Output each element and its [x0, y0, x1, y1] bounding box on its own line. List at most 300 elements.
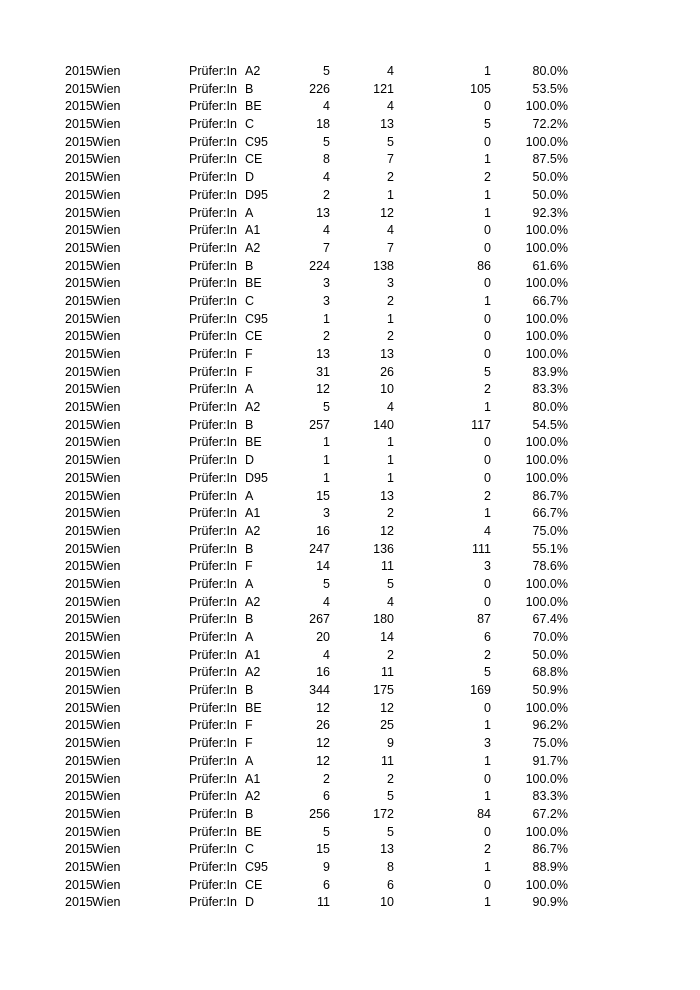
city-cell: Wien: [92, 576, 121, 591]
city-cell: Wien: [92, 594, 121, 609]
role-cell: Prüfer:In: [189, 806, 237, 821]
failed-cell: 0: [484, 771, 491, 786]
pass-rate-cell: 100.0%: [525, 329, 568, 344]
role-cell: Prüfer:In: [189, 859, 237, 874]
table-row: [0, 505, 700, 523]
failed-cell: 0: [484, 435, 491, 450]
role-cell: Prüfer:In: [189, 576, 237, 591]
year-cell: 2015: [65, 134, 93, 149]
passed-cell: 5: [387, 789, 394, 804]
pass-rate-cell: 86.7%: [532, 488, 568, 503]
table-row: [0, 381, 700, 399]
role-cell: Prüfer:In: [189, 364, 237, 379]
role-cell: Prüfer:In: [189, 895, 237, 910]
license-class-cell: BE: [245, 435, 262, 450]
total-cell: 3: [323, 506, 330, 521]
total-cell: 7: [323, 240, 330, 255]
license-class-cell: A2: [245, 594, 261, 609]
license-class-cell: C95: [245, 311, 268, 326]
failed-cell: 6: [484, 630, 491, 644]
year-cell: 2015: [65, 205, 93, 220]
failed-cell: 84: [477, 806, 491, 821]
city-cell: Wien: [92, 81, 121, 96]
pass-rate-cell: 80.0%: [532, 64, 568, 78]
license-class-cell: CE: [245, 329, 263, 344]
license-class-cell: B: [245, 81, 254, 96]
table-row: [0, 894, 700, 912]
total-cell: 5: [323, 824, 330, 839]
failed-cell: 1: [484, 187, 491, 202]
total-cell: 5: [323, 134, 330, 149]
role-cell: Prüfer:In: [189, 134, 237, 149]
license-class-cell: A2: [245, 240, 261, 255]
role-cell: Prüfer:In: [189, 435, 237, 450]
pass-rate-cell: 78.6%: [532, 559, 568, 574]
license-class-cell: BE: [245, 700, 262, 715]
pass-rate-cell: 100.0%: [525, 576, 568, 591]
city-cell: Wien: [92, 223, 121, 238]
city-cell: Wien: [92, 877, 121, 892]
pass-rate-cell: 72.2%: [532, 117, 568, 132]
role-cell: Prüfer:In: [189, 877, 237, 892]
table-row: [0, 824, 700, 842]
table-row: [0, 717, 700, 735]
city-cell: Wien: [92, 700, 121, 715]
pass-rate-cell: 96.2%: [532, 718, 568, 733]
failed-cell: 169: [470, 683, 491, 698]
passed-cell: 7: [387, 240, 394, 255]
pass-rate-cell: 100.0%: [525, 276, 568, 291]
failed-cell: 0: [484, 576, 491, 591]
role-cell: Prüfer:In: [189, 170, 237, 185]
city-cell: Wien: [92, 506, 121, 521]
passed-cell: 5: [387, 824, 394, 839]
role-cell: Prüfer:In: [189, 258, 237, 273]
failed-cell: 0: [484, 470, 491, 485]
pass-rate-cell: 100.0%: [525, 99, 568, 114]
failed-cell: 87: [477, 612, 491, 627]
passed-cell: 8: [387, 859, 394, 874]
year-cell: 2015: [65, 806, 93, 821]
passed-cell: 1: [387, 453, 394, 468]
license-class-cell: D: [245, 170, 255, 185]
license-class-cell: B: [245, 683, 254, 698]
year-cell: 2015: [65, 771, 93, 786]
city-cell: Wien: [92, 400, 121, 415]
city-cell: Wien: [92, 417, 121, 432]
passed-cell: 121: [373, 81, 394, 96]
role-cell: Prüfer:In: [189, 647, 237, 662]
total-cell: 3: [323, 276, 330, 291]
year-cell: 2015: [65, 293, 93, 308]
license-class-cell: F: [245, 736, 253, 751]
passed-cell: 2: [387, 771, 394, 786]
passed-cell: 4: [387, 594, 394, 609]
license-class-cell: BE: [245, 99, 262, 114]
city-cell: Wien: [92, 753, 121, 768]
total-cell: 8: [323, 152, 330, 167]
year-cell: 2015: [65, 824, 93, 839]
year-cell: 2015: [65, 258, 93, 273]
passed-cell: 5: [387, 134, 394, 149]
passed-cell: 13: [380, 117, 394, 132]
city-cell: Wien: [92, 718, 121, 733]
failed-cell: 3: [484, 736, 491, 751]
pass-rate-cell: 87.5%: [532, 152, 568, 167]
role-cell: Prüfer:In: [189, 665, 237, 680]
passed-cell: 1: [387, 187, 394, 202]
role-cell: Prüfer:In: [189, 506, 237, 521]
role-cell: Prüfer:In: [189, 240, 237, 255]
pass-rate-cell: 50.9%: [532, 683, 568, 698]
city-cell: Wien: [92, 453, 121, 468]
table-row: [0, 116, 700, 134]
city-cell: Wien: [92, 736, 121, 751]
failed-cell: 2: [484, 647, 491, 662]
city-cell: Wien: [92, 382, 121, 397]
year-cell: 2015: [65, 736, 93, 751]
role-cell: Prüfer:In: [189, 293, 237, 308]
pass-rate-cell: 83.3%: [532, 382, 568, 397]
failed-cell: 1: [484, 152, 491, 167]
total-cell: 1: [323, 311, 330, 326]
pass-rate-cell: 100.0%: [525, 240, 568, 255]
city-cell: Wien: [92, 647, 121, 662]
year-cell: 2015: [65, 506, 93, 521]
total-cell: 247: [309, 541, 330, 556]
role-cell: Prüfer:In: [189, 842, 237, 857]
role-cell: Prüfer:In: [189, 470, 237, 485]
city-cell: Wien: [92, 187, 121, 202]
table-row: [0, 311, 700, 329]
table-row: [0, 417, 700, 435]
passed-cell: 4: [387, 223, 394, 238]
license-class-cell: BE: [245, 276, 262, 291]
total-cell: 6: [323, 789, 330, 804]
role-cell: Prüfer:In: [189, 594, 237, 609]
role-cell: Prüfer:In: [189, 824, 237, 839]
city-cell: Wien: [92, 240, 121, 255]
license-class-cell: B: [245, 612, 254, 627]
city-cell: Wien: [92, 435, 121, 450]
failed-cell: 1: [484, 205, 491, 220]
pass-rate-cell: 100.0%: [525, 347, 568, 361]
year-cell: 2015: [65, 470, 93, 485]
license-class-cell: F: [245, 364, 253, 379]
role-cell: Prüfer:In: [189, 541, 237, 556]
total-cell: 5: [323, 64, 330, 78]
passed-cell: 12: [380, 700, 394, 715]
license-class-cell: A2: [245, 400, 261, 415]
table-row: [0, 806, 700, 824]
table-row: [0, 700, 700, 718]
year-cell: 2015: [65, 753, 93, 768]
table-row: [0, 558, 700, 576]
failed-cell: 1: [484, 506, 491, 521]
table-row: [0, 258, 700, 276]
license-class-cell: A: [245, 488, 254, 503]
city-cell: Wien: [92, 311, 121, 326]
city-cell: Wien: [92, 541, 121, 556]
table-row: [0, 841, 700, 859]
passed-cell: 7: [387, 152, 394, 167]
license-class-cell: A2: [245, 523, 261, 538]
table-row: [0, 98, 700, 116]
year-cell: 2015: [65, 417, 93, 432]
pass-rate-cell: 83.9%: [532, 364, 568, 379]
passed-cell: 4: [387, 99, 394, 114]
passed-cell: 180: [373, 612, 394, 627]
pass-rate-cell: 100.0%: [525, 594, 568, 609]
table-row: [0, 169, 700, 187]
passed-cell: 11: [381, 665, 394, 680]
table-row: [0, 753, 700, 771]
failed-cell: 1: [484, 64, 491, 78]
license-class-cell: CE: [245, 152, 263, 167]
role-cell: Prüfer:In: [189, 630, 237, 644]
passed-cell: 6: [387, 877, 394, 892]
pass-rate-cell: 86.7%: [532, 842, 568, 857]
failed-cell: 0: [484, 824, 491, 839]
total-cell: 16: [316, 523, 330, 538]
role-cell: Prüfer:In: [189, 117, 237, 132]
year-cell: 2015: [65, 64, 93, 78]
table-row: [0, 364, 700, 382]
license-class-cell: A: [245, 205, 254, 220]
failed-cell: 2: [484, 382, 491, 397]
table-row: [0, 151, 700, 169]
role-cell: Prüfer:In: [189, 753, 237, 768]
license-class-cell: A2: [245, 64, 261, 78]
table-row: [0, 205, 700, 223]
total-cell: 4: [323, 594, 330, 609]
role-cell: Prüfer:In: [189, 700, 237, 715]
license-class-cell: C: [245, 293, 255, 308]
city-cell: Wien: [92, 771, 121, 786]
role-cell: Prüfer:In: [189, 81, 237, 96]
city-cell: Wien: [92, 470, 121, 485]
failed-cell: 2: [484, 842, 491, 857]
year-cell: 2015: [65, 700, 93, 715]
failed-cell: 1: [484, 293, 491, 308]
table-row: [0, 452, 700, 470]
failed-cell: 1: [484, 789, 491, 804]
city-cell: Wien: [92, 859, 121, 874]
table-row: [0, 877, 700, 895]
year-cell: 2015: [65, 400, 93, 415]
failed-cell: 0: [484, 594, 491, 609]
table-row: [0, 81, 700, 99]
failed-cell: 0: [484, 329, 491, 344]
table-row: [0, 240, 700, 258]
year-cell: 2015: [65, 630, 93, 644]
role-cell: Prüfer:In: [189, 417, 237, 432]
table-row: [0, 629, 700, 647]
failed-cell: 1: [484, 753, 491, 768]
total-cell: 9: [323, 859, 330, 874]
total-cell: 2: [323, 771, 330, 786]
passed-cell: 3: [387, 276, 394, 291]
year-cell: 2015: [65, 347, 93, 361]
role-cell: Prüfer:In: [189, 523, 237, 538]
failed-cell: 0: [484, 453, 491, 468]
year-cell: 2015: [65, 382, 93, 397]
license-class-cell: D95: [245, 470, 268, 485]
city-cell: Wien: [92, 612, 121, 627]
year-cell: 2015: [65, 364, 93, 379]
city-cell: Wien: [92, 329, 121, 344]
passed-cell: 10: [380, 382, 394, 397]
year-cell: 2015: [65, 665, 93, 680]
total-cell: 4: [323, 99, 330, 114]
role-cell: Prüfer:In: [189, 453, 237, 468]
license-class-cell: D: [245, 895, 255, 910]
passed-cell: 2: [387, 647, 394, 662]
city-cell: Wien: [92, 523, 121, 538]
license-class-cell: A1: [245, 647, 261, 662]
role-cell: Prüfer:In: [189, 736, 237, 751]
table-row: [0, 611, 700, 629]
pass-rate-cell: 100.0%: [525, 311, 568, 326]
city-cell: Wien: [92, 665, 121, 680]
passed-cell: 13: [380, 488, 394, 503]
passed-cell: 13: [380, 842, 394, 857]
role-cell: Prüfer:In: [189, 612, 237, 627]
role-cell: Prüfer:In: [189, 152, 237, 167]
passed-cell: 25: [380, 718, 394, 733]
role-cell: Prüfer:In: [189, 311, 237, 326]
total-cell: 267: [309, 612, 330, 627]
license-class-cell: A1: [245, 223, 261, 238]
year-cell: 2015: [65, 647, 93, 662]
pass-rate-cell: 100.0%: [525, 134, 568, 149]
license-class-cell: A: [245, 630, 254, 644]
license-class-cell: A: [245, 382, 254, 397]
year-cell: 2015: [65, 152, 93, 167]
pass-rate-cell: 80.0%: [532, 400, 568, 415]
failed-cell: 0: [484, 877, 491, 892]
license-class-cell: C: [245, 842, 255, 857]
license-class-cell: B: [245, 806, 254, 821]
license-class-cell: D95: [245, 187, 268, 202]
total-cell: 15: [316, 842, 330, 857]
role-cell: Prüfer:In: [189, 382, 237, 397]
year-cell: 2015: [65, 453, 93, 468]
pass-rate-cell: 100.0%: [525, 453, 568, 468]
failed-cell: 3: [484, 559, 491, 574]
passed-cell: 138: [373, 258, 394, 273]
role-cell: Prüfer:In: [189, 329, 237, 344]
table-row: [0, 222, 700, 240]
role-cell: Prüfer:In: [189, 771, 237, 786]
failed-cell: 1: [484, 400, 491, 415]
role-cell: Prüfer:In: [189, 64, 237, 78]
pass-rate-cell: 100.0%: [525, 824, 568, 839]
table-row: [0, 293, 700, 311]
role-cell: Prüfer:In: [189, 276, 237, 291]
year-cell: 2015: [65, 117, 93, 132]
city-cell: Wien: [92, 99, 121, 114]
city-cell: Wien: [92, 559, 121, 574]
passed-cell: 4: [387, 400, 394, 415]
failed-cell: 86: [477, 258, 491, 273]
pass-rate-cell: 70.0%: [532, 630, 568, 644]
passed-cell: 5: [387, 576, 394, 591]
city-cell: Wien: [92, 806, 121, 821]
city-cell: Wien: [92, 205, 121, 220]
pass-rate-cell: 75.0%: [532, 736, 568, 751]
total-cell: 5: [323, 400, 330, 415]
city-cell: Wien: [92, 842, 121, 857]
year-cell: 2015: [65, 311, 93, 326]
table-row: [0, 134, 700, 152]
table-row: [0, 771, 700, 789]
year-cell: 2015: [65, 276, 93, 291]
table-row: [0, 434, 700, 452]
license-class-cell: A2: [245, 665, 261, 680]
failed-cell: 0: [484, 276, 491, 291]
failed-cell: 0: [484, 240, 491, 255]
role-cell: Prüfer:In: [189, 683, 237, 698]
year-cell: 2015: [65, 789, 93, 804]
pass-rate-cell: 75.0%: [532, 523, 568, 538]
year-cell: 2015: [65, 541, 93, 556]
total-cell: 16: [316, 665, 330, 680]
pass-rate-cell: 91.7%: [532, 753, 568, 768]
role-cell: Prüfer:In: [189, 223, 237, 238]
pass-rate-cell: 88.9%: [532, 859, 568, 874]
total-cell: 3: [323, 293, 330, 308]
pass-rate-cell: 53.5%: [532, 81, 568, 96]
license-class-cell: A: [245, 753, 254, 768]
failed-cell: 105: [470, 81, 491, 96]
failed-cell: 0: [484, 223, 491, 238]
total-cell: 256: [309, 806, 330, 821]
table-row: [0, 187, 700, 205]
failed-cell: 1: [484, 895, 491, 910]
role-cell: Prüfer:In: [189, 347, 237, 361]
passed-cell: 136: [373, 541, 394, 556]
table-row: [0, 399, 700, 417]
city-cell: Wien: [92, 347, 121, 361]
pass-rate-cell: 66.7%: [532, 506, 568, 521]
license-class-cell: B: [245, 258, 254, 273]
total-cell: 257: [309, 417, 330, 432]
failed-cell: 1: [484, 718, 491, 733]
license-class-cell: A1: [245, 506, 261, 521]
pass-rate-cell: 100.0%: [525, 223, 568, 238]
city-cell: Wien: [92, 293, 121, 308]
role-cell: Prüfer:In: [189, 718, 237, 733]
total-cell: 226: [309, 81, 330, 96]
pass-rate-cell: 92.3%: [532, 205, 568, 220]
passed-cell: 172: [373, 806, 394, 821]
pass-rate-cell: 100.0%: [525, 771, 568, 786]
year-cell: 2015: [65, 594, 93, 609]
total-cell: 13: [316, 205, 330, 220]
table-row: [0, 470, 700, 488]
pass-rate-cell: 100.0%: [525, 435, 568, 450]
license-class-cell: A1: [245, 771, 261, 786]
year-cell: 2015: [65, 877, 93, 892]
license-class-cell: C95: [245, 134, 268, 149]
year-cell: 2015: [65, 523, 93, 538]
passed-cell: 140: [373, 417, 394, 432]
city-cell: Wien: [92, 134, 121, 149]
total-cell: 20: [316, 630, 330, 644]
passed-cell: 2: [387, 506, 394, 521]
total-cell: 4: [323, 647, 330, 662]
